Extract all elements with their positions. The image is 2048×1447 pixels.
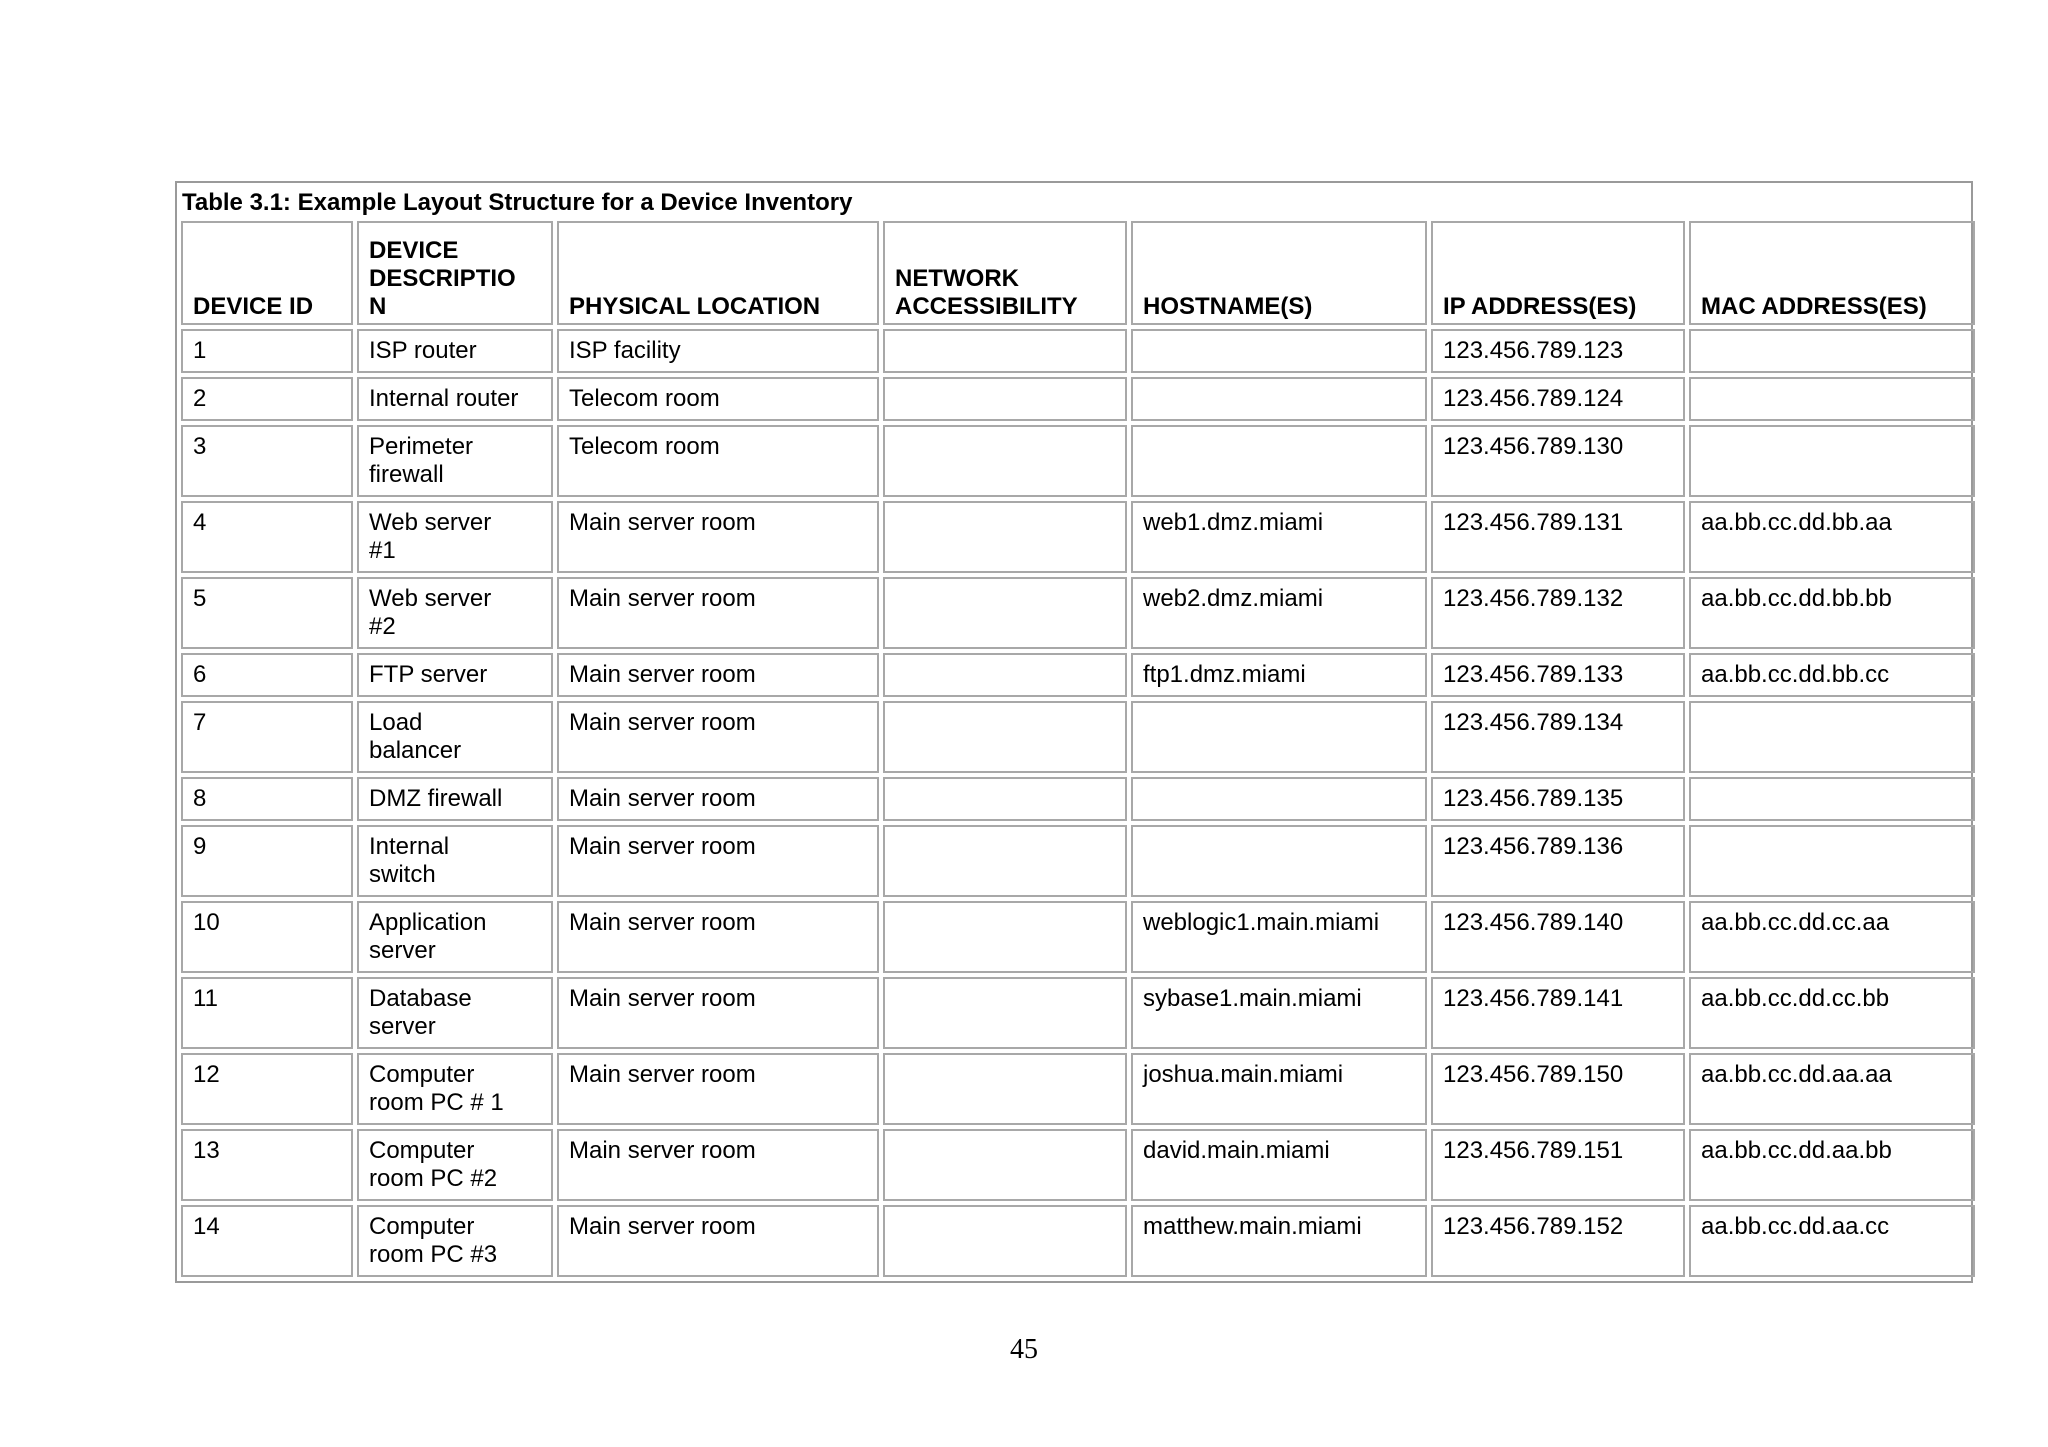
table-row xyxy=(181,901,1975,973)
cell-device-id: 1 xyxy=(181,329,353,373)
cell-mac-address: aa.bb.cc.dd.bb.bb xyxy=(1689,577,1975,649)
cell-ip-address: 123.456.789.124 xyxy=(1431,377,1685,421)
header-device-id: DEVICE ID xyxy=(181,221,353,325)
cell-mac-address xyxy=(1689,825,1975,897)
cell-hostname: matthew.main.miami xyxy=(1131,1205,1427,1277)
table-body xyxy=(181,329,1975,1277)
header-hostnames: HOSTNAME(S) xyxy=(1131,221,1427,325)
cell-mac-address xyxy=(1689,777,1975,821)
cell-device-id: 14 xyxy=(181,1205,353,1277)
cell-ip-address: 123.456.789.140 xyxy=(1431,901,1685,973)
cell-ip-address: 123.456.789.152 xyxy=(1431,1205,1685,1277)
cell-network-accessibility xyxy=(883,901,1127,973)
cell-network-accessibility xyxy=(883,701,1127,773)
cell-ip-address: 123.456.789.136 xyxy=(1431,825,1685,897)
cell-device-id: 7 xyxy=(181,701,353,773)
cell-hostname: weblogic1.main.miami xyxy=(1131,901,1427,973)
cell-mac-address: aa.bb.cc.dd.aa.bb xyxy=(1689,1129,1975,1201)
cell-ip-address: 123.456.789.130 xyxy=(1431,425,1685,497)
cell-ip-address: 123.456.789.132 xyxy=(1431,577,1685,649)
cell-ip-address: 123.456.789.135 xyxy=(1431,777,1685,821)
header-row xyxy=(181,221,1975,325)
cell-network-accessibility xyxy=(883,653,1127,697)
table-row xyxy=(181,777,1975,821)
cell-network-accessibility xyxy=(883,1129,1127,1201)
cell-ip-address: 123.456.789.141 xyxy=(1431,977,1685,1049)
header-ip-addresses: IP ADDRESS(ES) xyxy=(1431,221,1685,325)
cell-network-accessibility xyxy=(883,377,1127,421)
cell-hostname: ftp1.dmz.miami xyxy=(1131,653,1427,697)
cell-ip-address: 123.456.789.134 xyxy=(1431,701,1685,773)
header-network-accessibility: NETWORK ACCESSIBILITY xyxy=(883,221,1127,325)
table-row xyxy=(181,701,1975,773)
cell-device-id: 5 xyxy=(181,577,353,649)
cell-mac-address xyxy=(1689,377,1975,421)
cell-device-description: Web server #2 xyxy=(357,577,553,649)
cell-physical-location: Main server room xyxy=(557,701,879,773)
cell-mac-address: aa.bb.cc.dd.aa.cc xyxy=(1689,1205,1975,1277)
cell-network-accessibility xyxy=(883,329,1127,373)
cell-network-accessibility xyxy=(883,577,1127,649)
table-row xyxy=(181,577,1975,649)
cell-network-accessibility xyxy=(883,1053,1127,1125)
cell-device-description: Computer room PC #2 xyxy=(357,1129,553,1201)
cell-device-id: 2 xyxy=(181,377,353,421)
cell-hostname: web2.dmz.miami xyxy=(1131,577,1427,649)
cell-device-description: Perimeter firewall xyxy=(357,425,553,497)
cell-network-accessibility xyxy=(883,1205,1127,1277)
cell-device-id: 10 xyxy=(181,901,353,973)
cell-mac-address: aa.bb.cc.dd.bb.aa xyxy=(1689,501,1975,573)
cell-hostname: web1.dmz.miami xyxy=(1131,501,1427,573)
header-mac-addresses: MAC ADDRESS(ES) xyxy=(1689,221,1975,325)
cell-physical-location: Main server room xyxy=(557,901,879,973)
cell-hostname xyxy=(1131,777,1427,821)
cell-mac-address xyxy=(1689,701,1975,773)
cell-hostname xyxy=(1131,701,1427,773)
cell-physical-location: Main server room xyxy=(557,825,879,897)
cell-physical-location: Telecom room xyxy=(557,377,879,421)
cell-device-description: Database server xyxy=(357,977,553,1049)
cell-physical-location: ISP facility xyxy=(557,329,879,373)
cell-hostname: joshua.main.miami xyxy=(1131,1053,1427,1125)
cell-device-id: 11 xyxy=(181,977,353,1049)
page-number: 45 xyxy=(1010,1334,1038,1365)
cell-network-accessibility xyxy=(883,977,1127,1049)
cell-hostname xyxy=(1131,329,1427,373)
cell-mac-address: aa.bb.cc.dd.cc.bb xyxy=(1689,977,1975,1049)
cell-device-description: Application server xyxy=(357,901,553,973)
header-physical-location: PHYSICAL LOCATION xyxy=(557,221,879,325)
cell-device-description: Internal switch xyxy=(357,825,553,897)
table-caption: Table 3.1: Example Layout Structure for a Device Inventory xyxy=(182,189,853,216)
cell-device-description: Load balancer xyxy=(357,701,553,773)
cell-physical-location: Telecom room xyxy=(557,425,879,497)
cell-network-accessibility xyxy=(883,425,1127,497)
cell-device-id: 8 xyxy=(181,777,353,821)
cell-device-description: Computer room PC #3 xyxy=(357,1205,553,1277)
cell-ip-address: 123.456.789.151 xyxy=(1431,1129,1685,1201)
cell-ip-address: 123.456.789.150 xyxy=(1431,1053,1685,1125)
cell-physical-location: Main server room xyxy=(557,1205,879,1277)
cell-hostname: david.main.miami xyxy=(1131,1129,1427,1201)
cell-physical-location: Main server room xyxy=(557,653,879,697)
cell-ip-address: 123.456.789.131 xyxy=(1431,501,1685,573)
cell-device-description: FTP server xyxy=(357,653,553,697)
table-row xyxy=(181,1129,1975,1201)
cell-mac-address: aa.bb.cc.dd.cc.aa xyxy=(1689,901,1975,973)
header-device-description: DEVICE DESCRIPTIO N xyxy=(357,221,553,325)
cell-device-id: 4 xyxy=(181,501,353,573)
table-row xyxy=(181,977,1975,1049)
cell-physical-location: Main server room xyxy=(557,501,879,573)
cell-device-description: ISP router xyxy=(357,329,553,373)
cell-mac-address xyxy=(1689,425,1975,497)
cell-physical-location: Main server room xyxy=(557,1129,879,1201)
cell-device-id: 12 xyxy=(181,1053,353,1125)
cell-hostname: sybase1.main.miami xyxy=(1131,977,1427,1049)
cell-physical-location: Main server room xyxy=(557,1053,879,1125)
table-row xyxy=(181,425,1975,497)
cell-device-id: 3 xyxy=(181,425,353,497)
table-row xyxy=(181,377,1975,421)
cell-physical-location: Main server room xyxy=(557,577,879,649)
table-row xyxy=(181,1053,1975,1125)
table-row xyxy=(181,329,1975,373)
cell-device-id: 13 xyxy=(181,1129,353,1201)
cell-network-accessibility xyxy=(883,501,1127,573)
table-row xyxy=(181,653,1975,697)
cell-hostname xyxy=(1131,425,1427,497)
cell-hostname xyxy=(1131,825,1427,897)
device-inventory-table xyxy=(177,217,1979,1281)
cell-device-description: Computer room PC # 1 xyxy=(357,1053,553,1125)
cell-device-id: 6 xyxy=(181,653,353,697)
cell-ip-address: 123.456.789.133 xyxy=(1431,653,1685,697)
cell-device-description: DMZ firewall xyxy=(357,777,553,821)
cell-device-id: 9 xyxy=(181,825,353,897)
cell-network-accessibility xyxy=(883,777,1127,821)
cell-physical-location: Main server room xyxy=(557,977,879,1049)
table-row xyxy=(181,1205,1975,1277)
cell-device-description: Web server #1 xyxy=(357,501,553,573)
table-row xyxy=(181,501,1975,573)
table-row xyxy=(181,825,1975,897)
cell-mac-address: aa.bb.cc.dd.aa.aa xyxy=(1689,1053,1975,1125)
cell-hostname xyxy=(1131,377,1427,421)
cell-physical-location: Main server room xyxy=(557,777,879,821)
cell-ip-address: 123.456.789.123 xyxy=(1431,329,1685,373)
cell-mac-address: aa.bb.cc.dd.bb.cc xyxy=(1689,653,1975,697)
cell-mac-address xyxy=(1689,329,1975,373)
cell-network-accessibility xyxy=(883,825,1127,897)
device-inventory-table-container xyxy=(175,181,1973,1283)
cell-device-description: Internal router xyxy=(357,377,553,421)
